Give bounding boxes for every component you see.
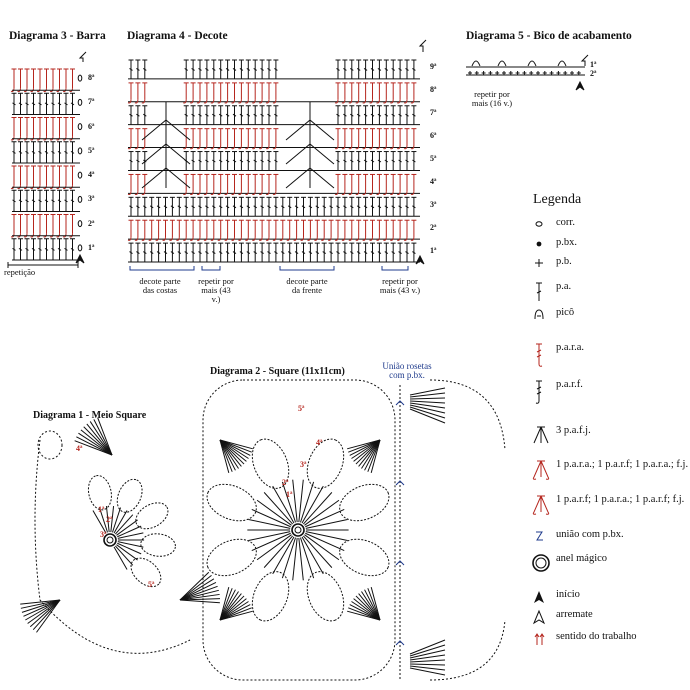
legend-item [531,631,636,642]
legend-label: início [556,589,580,600]
legend-label: p.bx. [556,237,577,248]
diagram3-row-label: 4ª [88,170,95,180]
diagram1-row-label: 3ª [100,530,107,539]
union-note: União rosetas com p.bx. [382,361,432,380]
diagram5-repeat-note: repetir por mais (16 v.) [471,89,513,108]
diagram4-back-note: decote parte das costas [139,276,181,295]
legend-item [531,281,571,292]
magic-ring [295,527,301,533]
diagram1-row-label: 4ª [76,444,83,453]
diagram4-row-label: 9ª [430,62,437,72]
petal [245,566,295,626]
diagram1-row-label: 5ª [148,580,155,589]
legend-label: 1 p.a.r.a.; 1 p.a.r.f; 1 p.a.r.a.; f.j. [556,459,689,470]
legend-item [531,553,607,564]
diagram4-repeat-note-2: repetir por mais (43 v.) [379,276,421,295]
diagram4-title: Diagrama 4 - Decote [127,30,228,42]
magic-ring [107,537,113,543]
union-arc [430,620,505,680]
petal [140,532,177,558]
legend-label: arremate [556,609,593,620]
legend-item [531,609,593,620]
diagram2-row-label: 3ª [300,460,307,469]
legend-label: 3 p.a.f.j. [556,425,591,436]
magic-ring [292,524,304,536]
legend-label: picô [556,307,575,318]
legend-item [531,342,584,353]
diagram5-title: Diagrama 5 - Bico de acabamento [466,30,632,42]
legend-label: união com p.bx. [556,529,624,540]
diagram4-row-label: 4ª [430,176,437,186]
petal [300,566,350,626]
diagram5-row-label: 2ª [590,69,597,78]
diagram2-title: Diagrama 2 - Square (11x11cm) [210,366,345,377]
diagram4-repeat-note-1: repetir por mais (43 v.) [198,276,234,304]
diagram3-row-label: 3ª [88,194,95,204]
diagram3-repeat-note: repetição [4,267,36,277]
diagram3-row-label: 2ª [88,218,95,228]
square-outline [203,380,395,680]
legend-label: p.b. [556,256,572,267]
diagram5-row-label: 1ª [590,60,597,69]
diagram3-row-label: 6ª [88,121,95,131]
legend-item [531,425,591,436]
diagram1-row-label: 1ª [98,505,105,514]
legend-item [531,589,580,600]
diagram4-front-note: decote parte da frente [286,276,328,295]
legend-item [531,256,572,267]
legend-item [531,379,583,390]
diagram4-row-label: 8ª [430,85,437,95]
legend-label: p.a.r.a. [556,342,584,353]
petal [300,434,350,494]
legend-item [531,237,577,248]
diagram3-row-label: 1ª [88,242,95,252]
diagram2-row-label: 5ª [298,404,305,413]
diagram1-row-label: 2ª [106,515,113,524]
legend-item [531,494,684,505]
outer-chain-arc [35,440,190,653]
legend-label: sentido do trabalho [556,631,637,642]
legend-label: p.a.r.f. [556,379,583,390]
legend-label: 1 p.a.r.f; 1 p.a.r.a.; 1 p.a.r.f; f.j. [556,494,685,505]
legend-label: p.a. [556,281,572,292]
union-arc [430,380,505,450]
diagram4-row-label: 6ª [430,131,437,141]
diagram3-row-label: 8ª [88,73,95,83]
diagram2-row-label: 2ª [282,478,289,487]
legend-title: Legenda [533,192,582,207]
diagram3-row-label: 5ª [88,145,95,155]
legend-label: corr. [556,217,575,228]
diagram2-row-label: 4ª [316,438,323,447]
diagram1-title: Diagrama 1 - Meio Square [33,410,147,421]
petal [126,552,167,592]
diagram2-row-label: 1ª [286,490,293,499]
diagram4-row-label: 2ª [430,222,437,232]
diagram4-row-label: 7ª [430,108,437,118]
legend-item [531,529,624,540]
diagram4-row-label: 3ª [430,199,437,209]
corner-loop [38,431,62,459]
diagram3-row-label: 7ª [88,97,95,107]
legend-item [531,217,575,228]
legend-item [531,307,574,318]
diagram4-row-label: 1ª [430,245,437,255]
petal [131,497,172,534]
legend-label: anel mágico [556,553,608,564]
legend-item [531,459,688,470]
diagram4-row-label: 5ª [430,154,437,163]
diagram3-title: Diagrama 3 - Barra [9,30,106,42]
